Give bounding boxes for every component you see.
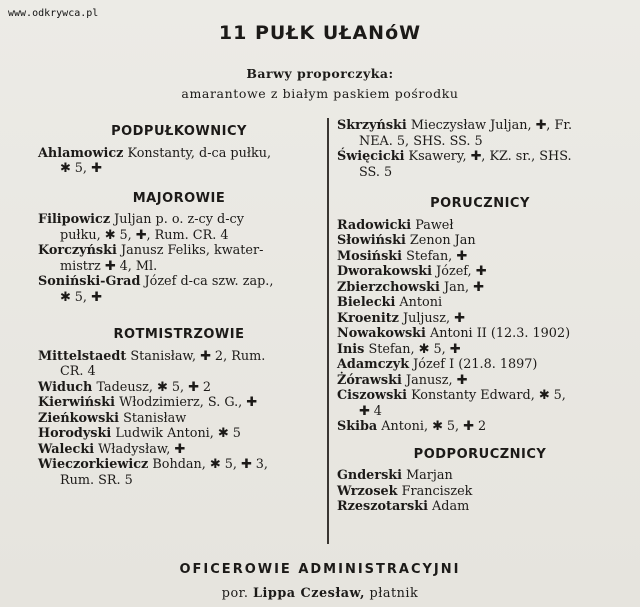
section-heading-porucznicy: PORUCZNICY: [430, 196, 530, 211]
section-heading-majorowie: MAJOROWIE: [132, 190, 226, 206]
officer-entry: Kierwiński Włodzimierz, S. G., ✚: [38, 395, 258, 410]
officer-entry: Korczyński Janusz Feliks, kwater- mistrz ✚ 4, Ml.: [38, 243, 264, 274]
section-heading-oficerowie-administracyjni: OFICEROWIE ADMINISTRACYJNI: [179, 562, 461, 577]
officer-entry: Dworakowski Józef, ✚: [337, 264, 487, 279]
officer-entry: Filipowicz Juljan p. o. z-cy d-cy pułku, ✱ 5, ✚, Rum. CR. 4: [38, 212, 244, 243]
colors-heading: Barwy proporczyka:: [246, 66, 394, 81]
officer-entry: Święcicki Ksawery, ✚, KZ. sr., SHS. SS. 5: [337, 149, 572, 180]
officer-entry: Wieczorkiewicz Bohdan, ✱ 5, ✚ 3, Rum. SR. 5: [38, 457, 268, 488]
section-heading-rotmistrzowie: ROTMISTRZOWIE: [113, 327, 245, 342]
officer-entry: Nowakowski Antoni II (12.3. 1902): [337, 326, 571, 341]
officer-entry: Mittelstaedt Stanisław, ✚ 2, Rum. CR. 4: [38, 348, 266, 379]
officer-entry: Soniński-Grad Józef d-ca szw. zap., ✱ 5, ✚: [38, 274, 274, 305]
officer-entry: Inis Stefan, ✱ 5, ✚: [337, 341, 461, 357]
right-column: [337, 118, 623, 515]
page-title: 11 PUŁK UŁANóW: [218, 22, 422, 44]
source-watermark: www.odkrywca.pl: [8, 8, 99, 19]
officer-entry: Horodyski Ludwik Antoni, ✱ 5: [38, 426, 241, 441]
officer-entry: Słowiński Zenon Jan: [337, 233, 476, 248]
officer-entry: Skiba Antoni, ✱ 5, ✚ 2: [337, 419, 487, 434]
officer-entry: Żórawski Janusz, ✚: [337, 372, 468, 388]
left-column: [38, 118, 320, 488]
officer-entry: Rzeszotarski Adam: [337, 499, 470, 514]
section-heading-podporucznicy: PODPORUCZNICY: [413, 446, 547, 462]
officer-entry: por. Lippa Czesław, płatnik: [221, 586, 419, 601]
colors-description: amarantowe z białym paskiem pośrodku: [181, 86, 459, 101]
officer-entry: Wrzosek Franciszek: [337, 483, 473, 499]
officer-entry: Adamczyk Józef I (21.8. 1897): [337, 357, 538, 372]
column-divider: [327, 118, 329, 544]
officer-entry: Radowicki Paweł: [337, 217, 454, 233]
officer-entry: Mosiński Stefan, ✚: [337, 248, 468, 264]
section-heading-podpulkownicy: PODPUŁKOWNICY: [111, 124, 247, 139]
officer-entry: Ciszowski Konstanty Edward, ✱ 5, ✚ 4: [337, 388, 566, 419]
officer-entry: Kroenitz Juljusz, ✚: [337, 310, 465, 326]
officer-entry: Bielecki Antoni: [337, 295, 443, 310]
officer-entry: Zbierzchowski Jan, ✚: [337, 279, 484, 295]
officer-entry: Widuch Tadeusz, ✱ 5, ✚ 2: [38, 379, 212, 395]
officer-entry: Skrzyński Mieczysław Juljan, ✚, Fr. NEA. 5, SHS. SS. 5: [337, 118, 573, 149]
officer-entry: Walecki Władysław, ✚: [38, 441, 186, 457]
officer-entry: Ahlamowicz Konstanty, d-ca pułku, ✱ 5, ✚: [38, 145, 272, 176]
officer-entry: Gnderski Marjan: [337, 468, 453, 483]
officer-entry: Zieńkowski Stanisław: [38, 410, 187, 426]
